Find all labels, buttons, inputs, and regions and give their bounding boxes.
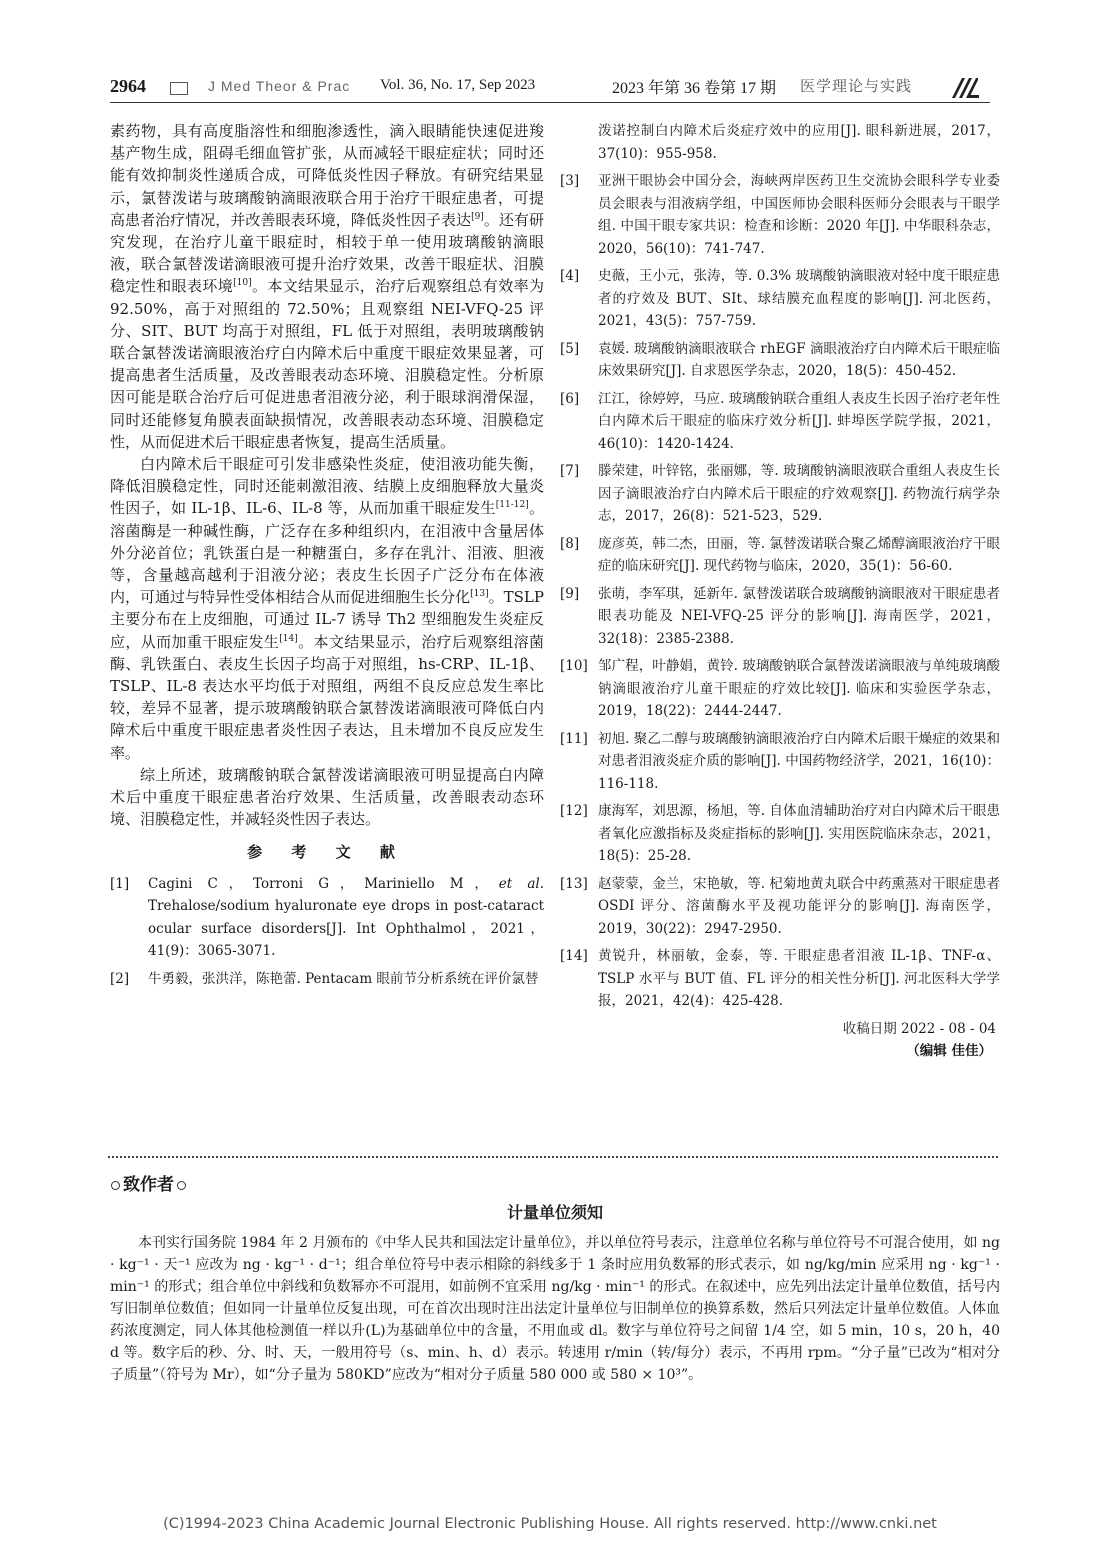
section-divider [108,1156,998,1158]
volume-cn: 2023 年第 36 卷第 17 期 [612,80,777,97]
reference-item-continued: 泼诺控制白内障术后炎症疗效中的应用[J]. 眼科新进展，2017，37(10)：955-958. [598,123,1000,162]
header-rule [110,102,990,103]
paragraph-3: 综上所述，玻璃酸钠联合氯替泼诺滴眼液可明显提高白内障术后中重度干眼症患者治疗效果、生活质量，改善眼表动态环境、泪膜稳定性，并减轻炎性因子表达。 [110,765,544,829]
reference-list [560,170,1000,1013]
reference-item: [3] 亚洲干眼协会中国分会，海峡两岸医药卫生交流协会眼科学专业委员会眼表与泪液病学组，中国医师协会眼科医师分会眼表与干眼学组. 中国干眼专家共识：检查和诊断：2020 年[J]. 中华眼科杂志，2020，56(10)：741-747. [560,173,1000,257]
paragraph-1: 素药物，具有高度脂溶性和细胞渗透性，滴入眼睛能快速促进羧基产物生成，阻碍毛细血管扩张，从而减轻干眼症症状；同时还能有效抑制炎性递质合成，可降低炎性因子释放。有研究结果显示，氯替泼诺与玻璃酸钠滴眼液联合用于治疗干眼症患者，可提高患者治疗情况，并改善眼表环境，降低炎性因子表达[9]。还有研究发现，在治疗儿童干眼症时，相较于单一使用玻璃酸钠滴眼液，联合氯替泼诺滴眼液可提升治疗效果，改善干眼症状、泪膜稳定性和眼表环境[10]。本文结果显示，治疗后观察组总有效率为 92.50%，高于对照组的 72.50%；且观察组 NEI-VFQ-25 评分、SIT、BUT 均高于对照组，FL 低于对照组，表明玻璃酸钠联合氯替泼诺滴眼液治疗白内障术后中重度干眼症效果显著，可提高患者生活质量，及改善眼表动态环境、泪膜稳定性。分析原因可能是联合治疗后可促进患者泪液分泌，利于眼球润滑保湿，同时还能修复角膜表面缺损情况，改善眼表动态环境、泪膜稳定性，从而促进术后干眼症患者恢复，提高生活质量。 [110,122,544,451]
reference-item: [10] 邹广程，叶静娟，黄铃. 玻璃酸钠联合氯替泼诺滴眼液与单纯玻璃酸钠滴眼液治疗儿童干眼症的疗效比较[J]. 临床和实验医学杂志，2019，18(22)：2444-2447. [560,658,1000,719]
reference-item: [4] 史薇，王小元，张涛，等. 0.3% 玻璃酸钠滴眼液对轻中度干眼症患者的疗效及 BUT、SIt、球结膜充血程度的影响[J]. 河北医药，2021，43(5)：757-759. [560,268,1000,329]
reference-item: [8] 庞彦英，韩二杰，田丽，等. 氯替泼诺联合聚乙烯醇滴眼液治疗干眼症的临床研究[J]. 现代药物与临床，2020，35(1)：56-60. [560,535,1000,574]
paragraph-2: 白内障术后干眼症可引发非感染性炎症，使泪液功能失衡，降低泪膜稳定性，同时还能刺激泪液、结膜上皮细胞释放大量炎性因子，如 IL-1β、IL-6、IL-8 等，从而加重干眼症发生[11-12]。溶菌酶是一种碱性酶，广泛存在多种组织内，在泪液中含量居体外分泌首位；乳铁蛋白是一种糖蛋白，多存在乳汁、泪液、胆液等，含量越高越利于泪液分泌；表皮生长因子广泛分布在体液内，可通过与特异性受体相结合从而促进细胞生长分化[13]。TSLP 主要分布在上皮细胞，可通过 IL-7 诱导 Th2 型细胞发生炎症反应，从而加重干眼症发生[14]。本文结果显示，治疗后观察组溶菌酶、乳铁蛋白、表皮生长因子均高于对照组，hs-CRP、IL-1β、TSLP、IL-8 表达水平均低于对照组，两组不良反应总发生率比较，差异不显著，提示玻璃酸钠联合氯替泼诺滴眼液可降低白内障术后中重度干眼症患者炎性因子表达，且未增加不良反应发生率。 [110,455,544,762]
notice-body [110,1232,1000,1386]
notice-paragraph: 本刊实行国务院 1984 年 2 月颁布的《中华人民共和国法定计量单位》，并以单位符号表示，注意单位名称与单位符号不可混合使用，如 ng · kg⁻¹ · 天⁻¹ 应改为 ng · kg⁻¹ · d⁻¹；组合单位符号中表示相除的斜线多于 1 条时应用负数幂的形式表示，如 ng/kg/min 应采用 ng · kg⁻¹ · min⁻¹ 的形式；组合单位中斜线和负数幂亦不可混用，如前例不宜采用 ng/kg · min⁻¹ 的形式。在叙述中，应先列出法定计量单位数值，括号内写旧制单位数值；但如同一计量单位反复出现，可在首次出现时注出法定计量单位与旧制单位的换算系数，然后只列法定计量单位数值。人体血药浓度测定，同人体其他检测值一样以升(L)为基础单位中的含量，不用血或 dl。数字与单位符号之间留 1/4 空，如 5 min，10 s，20 h，40 d 等。数字后的秒、分、时、天，一般用符号（s、min、h、d）表示。转速用 r/min（转/每分）表示，不再用 rpm。“分子量”已改为“相对分子质量”（符号为 Mr），如“分子量为 580KD”应改为“相对分子质量 580 000 或 580 × 10³”。 [110,1235,1000,1383]
right-column [560,120,1000,1062]
copyright-footer: (C)1994-2023 China Academic Journal Electronic Publishing House. All rights reserved. http://www.cnki.net [163,1516,937,1532]
journal-name-en: J Med Theor & Prac [208,78,351,94]
reference-item: [7] 滕荣建，叶锌铭，张丽娜，等. 玻璃酸钠滴眼液联合重组人表皮生长因子滴眼液治疗白内障术后干眼症的疗效观察[J]. 药物流行病学杂志，2017，26(8)：521-523，529. [560,463,1000,524]
header-box-icon [170,82,188,95]
reference-item: [11] 初旭. 聚乙二醇与玻璃酸钠滴眼液治疗白内障术后眼干燥症的效果和对患者泪液炎症介质的影响[J]. 中国药物经济学，2021，16(10)：116-118. [560,730,1000,792]
notice-title: 计量单位须知 [506,1203,603,1222]
reference-item: [12] 康海军，刘思源，杨旭，等. 自体血清辅助治疗对白内障术后干眼患者氧化应激指标及炎症指标的影响[J]. 实用医院临床杂志，2021，18(5)：25-28. [560,803,1000,864]
reference-item: [2] 牛勇毅，张洪洋，陈艳蕾. Pentacam 眼前节分析系统在评价氯替 [110,970,539,987]
reference-item: [9] 张萌，李军琪，延新年. 氯替泼诺联合玻璃酸钠滴眼液对干眼症患者眼表功能及 NEI-VFQ-25 评分的影响[J]. 海南医学，2021，32(18)：2385-2388. [560,585,1000,647]
reference-item: [13] 赵蒙蒙，金兰，宋艳敏，等. 杞菊地黄丸联合中药熏蒸对干眼症患者 OSDI 评分、溶菌酶水平及视功能评分的影响[J]. 海南医学，2019，30(22)：2947-2950. [560,875,1000,937]
editor-note: （编辑 佳佳） [906,1042,992,1059]
ring-icon [111,1181,120,1190]
page-header [110,74,990,104]
volume-en: Vol. 36, No. 17, Sep 2023 [380,77,536,93]
ring-icon [177,1181,186,1190]
notice-tag: 致作者 [108,1170,189,1195]
references-title: 参 考 文 献 [247,842,407,861]
left-column [110,120,544,995]
reference-item: [5] 袁媛. 玻璃酸钠滴眼液联合 rhEGF 滴眼液治疗白内障术后干眼症临床效果研究[J]. 自求恩医学杂志，2020，18(5)：450-452. [560,340,1000,379]
reference-item: [14] 黄锐升，林丽敏，金泰，等. 干眼症患者泪液 IL-1β、TNF-α、TSLP 水平与 BUT 值、FL 评分的相关性分析[J]. 河北医科大学学报，2021，42(4)：425-428. [560,948,1000,1009]
reference-item: [1] Cagini C，Torroni G，Mariniello M，et al. Trehalose/sodium hyaluronate eye drops in post-cataract ocular surface disorders[J]. Int Ophthalmol，2021，41(9)：3065-3071. [110,875,544,960]
page-number: 2964 [110,76,146,96]
journal-name-cn: 医学理论与实践 [800,77,913,95]
reference-item: [6] 江江，徐婷婷，马应. 玻璃酸钠联合重组人表皮生长因子治疗老年性白内障术后干眼症的临床疗效分析[J]. 蚌埠医学院学报，2021，46(10)：1420-1424. [560,390,1000,452]
journal-logo-icon [950,74,980,100]
received-date: 收稿日期 2022 - 08 - 04 [842,1020,996,1037]
